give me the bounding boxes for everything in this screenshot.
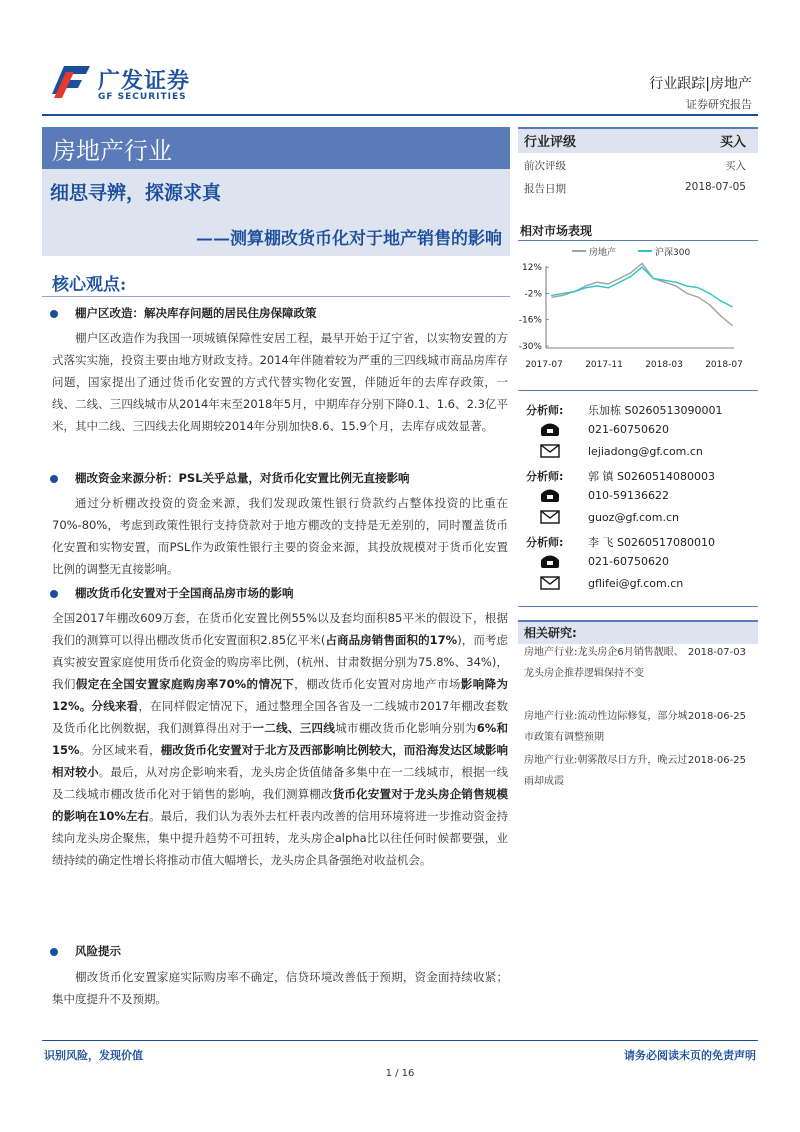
bullet-3-heading: 棚改货币化安置对于全国商品房市场的影响 [75,586,294,600]
b3-bold-1: 占商品房销售面积的17% [325,633,458,647]
analyst-id: S0260514080003 [617,470,715,483]
bullet-3-body [52,607,508,871]
series-1-point [607,283,609,285]
industry-title: 房地产行业 [52,137,172,165]
series-1-point [720,315,722,317]
logo-text-cn: 广发证券 [98,69,191,94]
series-1-point [664,281,666,283]
x-tick-label: 2017-11 [585,360,623,370]
report-series: 证券研究报告 [686,98,752,111]
series-1-point [585,285,587,287]
series-1-point [697,296,699,298]
bullet-icon [50,948,58,956]
footer-disclaimer[interactable]: 请务必阅读末页的免责声明 [624,1049,756,1062]
analyst-name-id [588,534,715,550]
b3-text-6: 。分区域来看， [79,743,161,757]
rating-label: 行业评级 [524,135,577,150]
market-title: 相对市场表现 [520,224,593,238]
bullet-1-heading: 棚户区改造：解决库存问题的居民住房保障政策 [75,306,317,320]
footer-rule [42,1040,758,1041]
series-2-point [652,278,654,280]
page-number: 1 / 16 [385,1068,415,1079]
series-2-point [697,287,699,289]
x-tick-label: 2018-03 [645,360,683,370]
analysts-rule [518,606,758,607]
analyst-name-id [588,468,715,484]
series-1-point [596,281,598,283]
b3-text-1: 全国2017年棚改609万套，在货币化安置比例55%以及套均面积85平米的假设下，根据我们的测算可以得出棚改货币化安置面积2.85亿平米( [52,611,508,647]
phone-icon [540,487,560,503]
related-item-3[interactable]: 房地产行业:朝雾散尽日方升，晚云过雨却成霞 [524,755,688,787]
bullet-icon [50,590,58,598]
analyst-email[interactable]: guoz@gf.com.cn [588,511,680,524]
bullet-2-heading: 棚改资金来源分析：PSL关乎总量，对货币化安置比例无直接影响 [75,471,410,485]
bullet-icon [50,475,58,483]
b3-text-7: 。最后，从对房企影响来看，龙头房企货值储备多集中在一二线城市，根据一线及二线城市棚改货币化对于销售的影响，我们测算棚改 [52,765,509,801]
series-1-point [641,263,643,265]
header-rule [42,114,758,116]
logo-text-en: GF SECURITIES [98,92,187,102]
phone-icon [540,553,560,569]
analyst-phone: 021-60750620 [588,423,669,436]
b3-bold-3: 影响降为12%。分线来看 [52,677,509,713]
bullet-2-body: 通过分析棚改投资的资金来源，我们发现政策性银行贷款约占整体投资的比重在70%-80%，考虑到政策性银行支持贷款对于地方棚改的支持是无差别的，同时覆盖货币化安置和实物安置，而PSL作为政策性银行主要的资金来源，其投放规模对于货币化安置比例的调整无直接影响。 [52,496,508,576]
legend-label-2: 沪深300 [655,248,691,258]
relative-performance-chart [510,244,762,372]
analyst-email[interactable]: gflifei@gf.com.cn [588,577,684,590]
subheadline: ——测算棚改货币化对于地产销售的影响 [196,229,502,249]
series-2-point [607,287,609,289]
series-1-point [562,295,564,297]
y-tick-label: 12% [521,263,542,274]
b3-text-5: 城市棚改货币化影响分别为 [335,721,477,735]
email-icon [540,509,560,525]
y-tick-label: -16% [518,315,542,326]
b3-bold-4: 一二线、三四线 [252,721,336,735]
footer-slogan: 识别风险，发现价值 [44,1049,143,1062]
analyst-phone: 010-59136622 [588,489,669,502]
series-2-point [551,295,553,297]
analyst-label: 分析师: [526,404,564,417]
series-2-point [675,281,677,283]
series-2-point [641,266,643,268]
bullet-4-body: 棚改货币化安置家庭实际购房率不确定，信贷环境改善低于预期，资金面持续收紧；集中度提升不及预期。 [52,970,508,1006]
b3-text-8: 。最后，我们认为表外去杠杆表内改善的信用环境将进一步推动资金持续向龙头房企聚焦，集中提升趋势不可扭转，龙头房企alpha比以往任何时候都要强，业绩持续的确定性增长将推动市值大幅增长，龙头房企具备强绝对收益机会。 [52,809,508,867]
series-2-point [630,276,632,278]
series-1-point [619,278,621,280]
report-date-value: 2018-07-05 [684,181,746,193]
rating-value: 买入 [719,135,746,150]
series-1-point [551,296,553,298]
series-1-point [686,293,688,295]
report-type: 行业跟踪|房地产 [649,76,752,92]
b3-bold-2: 假定在全国安置家庭购房率70%的情况下 [75,677,295,691]
series-1-point [709,304,711,306]
series-2-point [596,285,598,287]
b3-text-3: ，棚改货币化安置对房地产市场 [294,677,461,691]
series-1-point [630,272,632,274]
series-2-point [585,287,587,289]
series-2-point [709,293,711,295]
bullet-4-heading: 风险提示 [75,944,121,958]
y-tick-label: -2% [524,289,542,300]
analyst-label: 分析师: [526,470,564,483]
y-tick-label: -30% [518,342,542,352]
analyst-name: 郭 镇 [588,470,614,483]
related-date-3: 2018-06-25 [687,755,746,766]
analyst-id: S0260513090001 [624,404,723,417]
related-title: 相关研究: [524,626,577,640]
series-line-1 [552,263,732,325]
analyst-name-id [588,402,722,418]
series-1-point [731,325,733,327]
series-2-point [574,291,576,293]
related-item-1[interactable]: 房地产行业:龙头房企6月销售靓眼、龙头房企推荐逻辑保持不变 [524,647,684,679]
core-title: 核心观点: [52,275,127,295]
analyst-id: S0260517080010 [617,536,715,549]
headline: 细思寻辨，探源求真 [50,182,222,204]
phone-icon [540,421,560,437]
analyst-name: 乐加栋 [588,404,621,417]
gf-logo-icon [48,60,94,100]
analyst-label: 分析师: [526,536,564,549]
series-2-point [619,281,621,283]
series-2-point [720,300,722,302]
analyst-name: 李 飞 [588,536,614,549]
bullet-1-body: 棚户区改造作为我国一项城镇保障性安居工程，最早开始于辽宁省，以实物安置的方式落实实施，投资主要由地方财政支持。2014年伴随着较为严重的三四线城市商品房库存问题，国家提出了通过货币化安置的方式代替实物化安置，伴随近年的去库存政策，一线、二线、三四线城市从2014年末至2018年5月，中期库存分别下降0.1、1.6、2.3亿平米，其中二线、三四线去化周期较2014年分别加快8.6、15.9个月，去库存成效显著。 [52,331,508,433]
series-2-point [562,293,564,295]
core-rule [42,296,510,297]
series-line-2 [552,267,732,307]
b3-bold-6: 棚改货币化安置对于北方及西部影响比例较大，而沿海发达区域影响相对较小 [52,743,509,779]
bullet-icon [50,310,58,318]
legend-label-1: 房地产 [589,248,617,258]
chart-rule [518,390,758,391]
email-icon [540,575,560,591]
related-date-1: 2018-07-03 [687,647,746,658]
series-2-point [664,279,666,281]
x-tick-label: 2017-07 [525,360,563,370]
related-date-2: 2018-06-25 [687,711,746,722]
report-date-label: 报告日期 [524,183,566,195]
b3-text-4: ，在同样假定情况下，通过整理全国各省及一二线城市2017年棚改套数及货币化比例数据，我们测算得出对于 [52,699,508,735]
series-2-point [731,306,733,308]
b3-bold-5: 6%和15% [52,721,509,757]
series-1-point [675,285,677,287]
x-tick-label: 2018-07 [705,360,743,370]
prev-rating-value: 买入 [725,160,746,172]
market-rule [518,240,758,241]
email-icon [540,443,560,459]
related-item-2[interactable]: 房地产行业:流动性边际修复，部分城市政策有调整预期 [524,711,688,743]
b3-text-2: )，而考虑真实被安置家庭使用货币化资金的购房率比例，(杭州、甘肃数据分别为75.8%、34%)，我们 [52,633,508,691]
analyst-email[interactable]: lejiadong@gf.com.cn [588,445,703,458]
analyst-phone: 021-60750620 [588,555,669,568]
b3-bold-7: 货币化安置对于龙头房企销售规模的影响在10%左右 [52,787,508,823]
prev-rating-label: 前次评级 [524,160,566,172]
series-2-point [686,285,688,287]
